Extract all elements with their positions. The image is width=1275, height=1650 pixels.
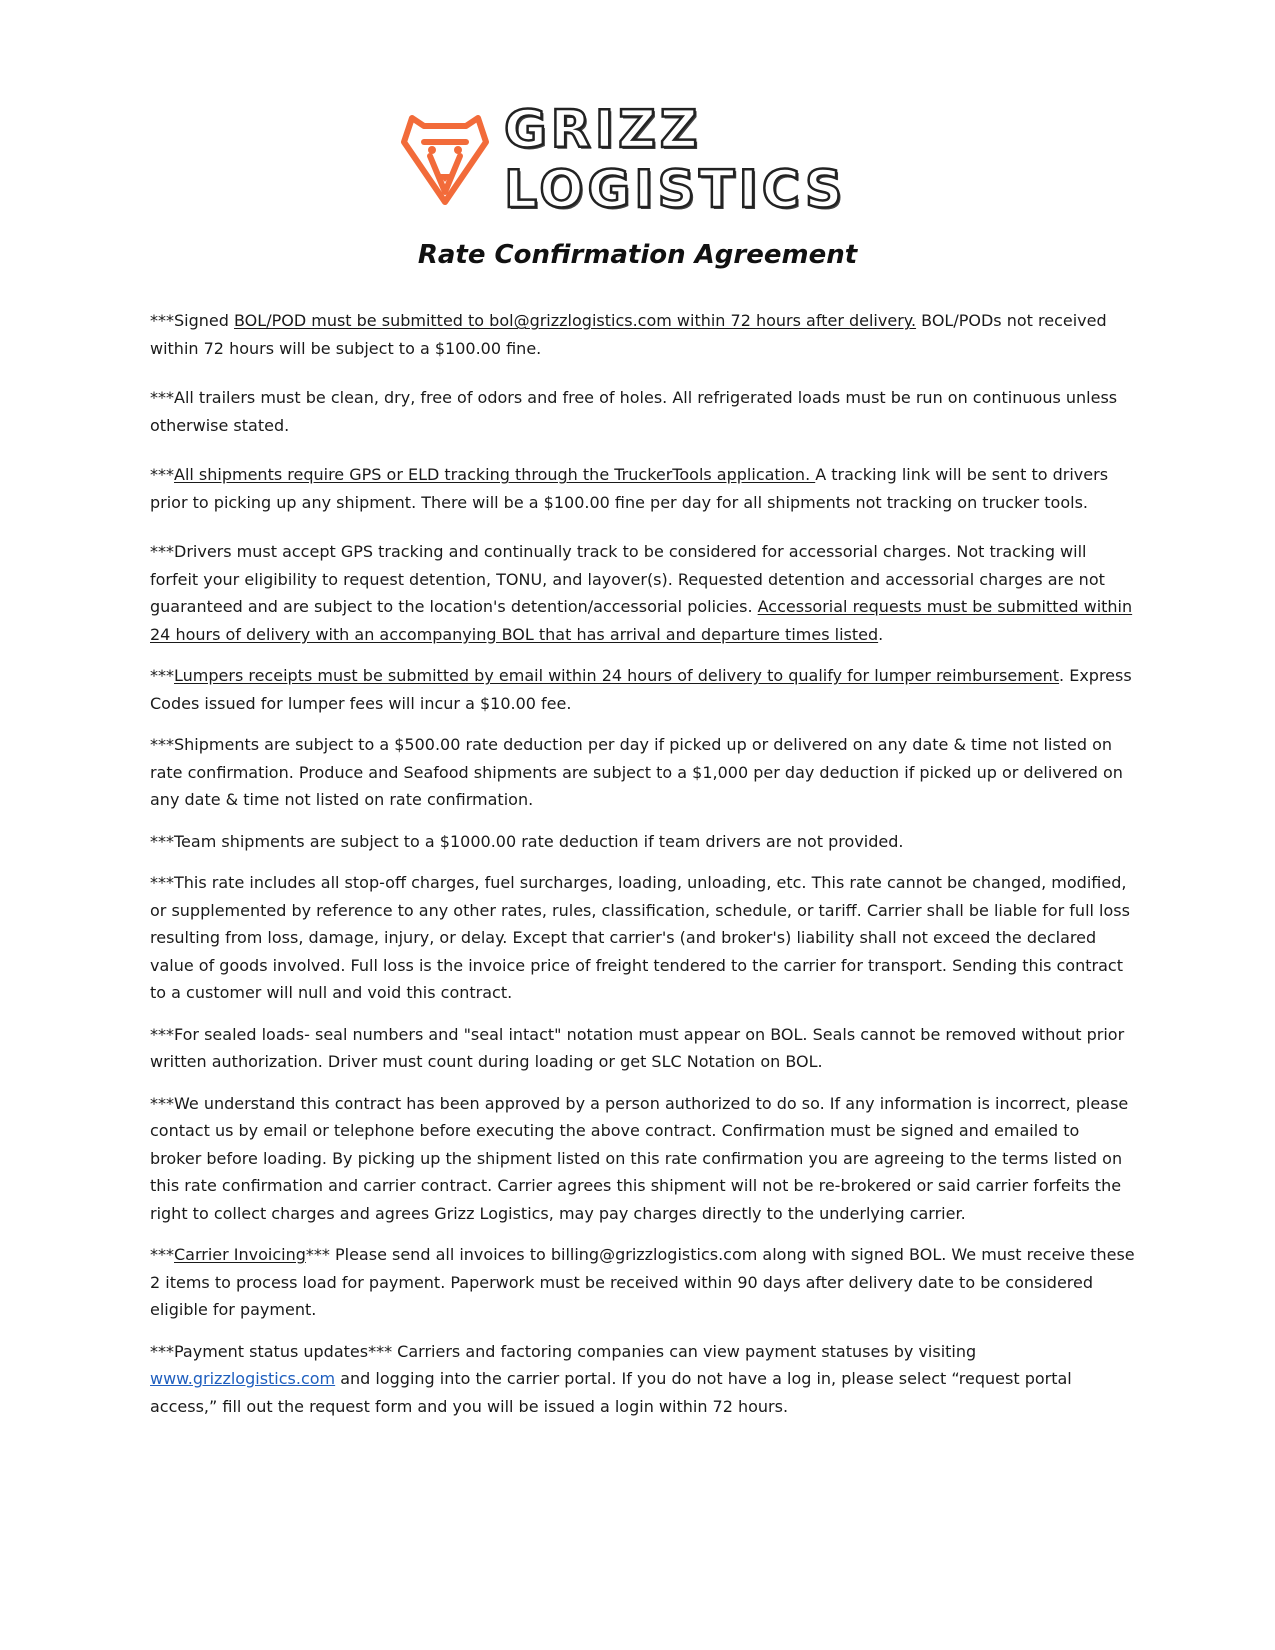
clause-lumpers: ***Lumpers receipts must be submitted by email within 24 hours of delivery to qualify for lumper reimbursement. Express Codes issued for lumper fees will incur a $10.00 fee. [150,666,1132,713]
bear-head-icon [400,112,490,208]
clause-rate-terms: ***This rate includes all stop-off charges, fuel surcharges, loading, unloading, etc. This rate cannot be changed, modified, or supplemented by reference to any other rates, rules, classification, schedule, or tariff. Carrier shall be liable for full loss resulting from loss, damage, injury, or delay. Except that carrier's (and broker's) liability shall not exceed the declared value of goods involved. Full loss is the invoice price of freight tendered to the carrier for transport. Sending this contract to a customer will null and void this contract. [150,873,1130,1002]
logo-line-1: GRIZZ [504,100,702,160]
clause-trailers: ***All trailers must be clean, dry, free of odors and free of holes. All refrigerated loads must be run on continuous unless otherwise stated. [150,388,1118,435]
agreement-body [150,307,1135,1434]
clause-accessorial: ***Drivers must accept GPS tracking and continually track to be considered for accessorial charges. Not tracking will forfeit your eligibility to request detention, TONU, and layover(s). Requested detention and accessorial charges are not guaranteed and are subject to the location's detention/accessorial policies. Accessorial requests must be submitted within 24 hours of delivery with an accompanying BOL that has arrival and departure times listed. [150,542,1133,644]
website-link[interactable]: www.grizzlogistics.com [150,1369,336,1388]
clause-tracking: ***All shipments require GPS or ELD tracking through the TruckerTools application. A tracking link will be sent to drivers prior to picking up any shipment. There will be a $100.00 fine per day for all shipments not tracking on trucker tools. [150,465,1109,512]
clause-payment-status: ***Payment status updates*** Carriers and factoring companies can view payment statuses by visiting www.grizzlogistics.com and logging into the carrier portal. If you do not have a log in, please select “request portal access,” fill out the request form and you will be issued a login within 72 hours. [150,1341,1072,1416]
clause-team-shipments: ***Team shipments are subject to a $1000.00 rate deduction if team drivers are not provided. [150,831,904,851]
clause-sealed-loads: ***For sealed loads- seal numbers and "seal intact" notation must appear on BOL. Seals cannot be removed without prior written authorization. Driver must count during loading or get SLC Notation on BOL. [150,1024,1125,1071]
clause-carrier-invoicing: ***Carrier Invoicing*** Please send all invoices to billing@grizzlogistics.com along with signed BOL. We must receive these 2 items to process load for payment. Paperwork must be received within 90 days after delivery date to be considered eligible for payment. [150,1245,1135,1319]
logo-line-2: LOGISTICS [504,160,847,220]
clause-rate-deduction: ***Shipments are subject to a $500.00 rate deduction per day if picked up or delivered on any date & time not listed on rate confirmation. Produce and Seafood shipments are subject to a $1,000 per day deduction if picked up or delivered on any date & time not listed on rate confirmation. [150,735,1123,809]
company-logo [400,100,846,220]
page-title: Rate Confirmation Agreement [417,240,858,270]
clause-bol-pod: ***Signed BOL/POD must be submitted to bol@grizzlogistics.com within 72 hours after delivery. BOL/PODs not received within 72 hours will be subject to a $100.00 fine. [150,311,1107,358]
logo-wordmark [504,100,846,220]
clause-authorization: ***We understand this contract has been approved by a person authorized to do so. If any information is incorrect, please contact us by email or telephone before executing the above contract. Confirmation must be signed and emailed to broker before loading. By picking up the shipment listed on this rate confirmation you are agreeing to the terms listed on this rate confirmation and carrier contract. Carrier agrees this shipment will not be re-brokered or said carrier forfeits the right to collect charges and agrees Grizz Logistics, may pay charges directly to the underlying carrier. [150,1093,1129,1223]
